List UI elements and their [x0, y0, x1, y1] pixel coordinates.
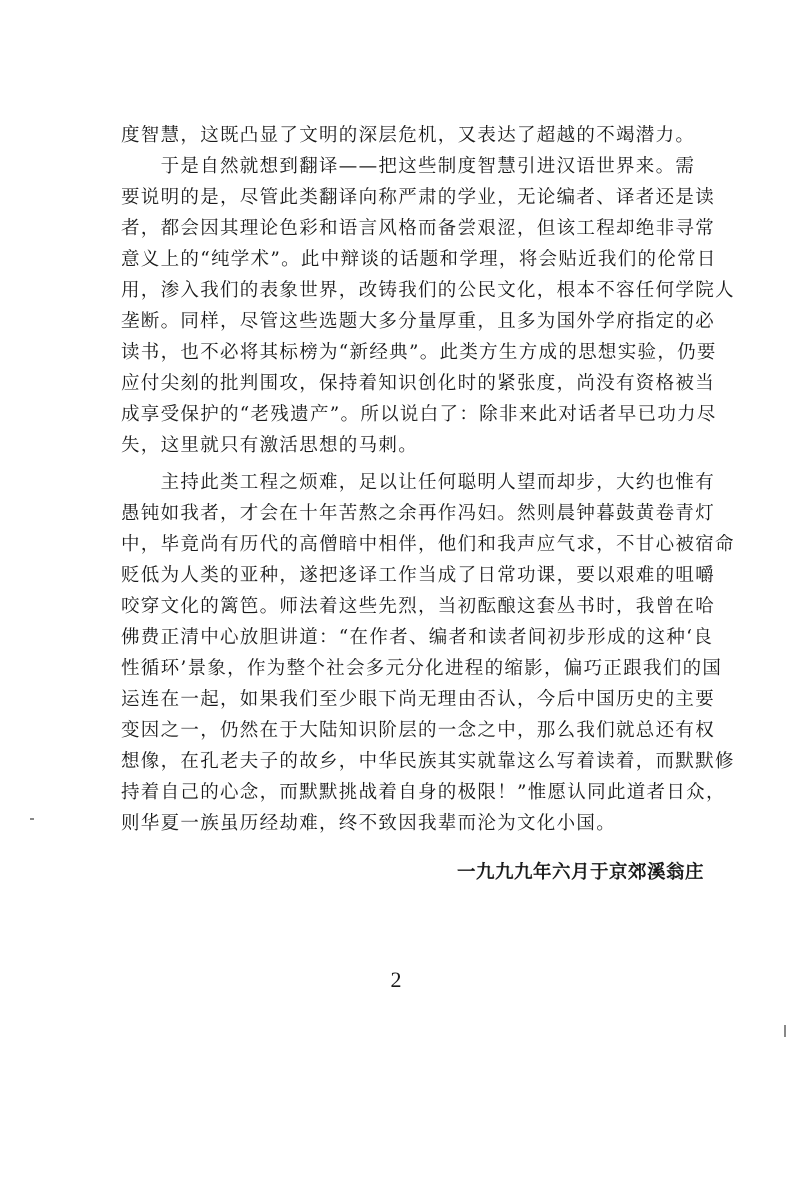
text-line: 变因之一，仍然在于大陆知识阶层的一念之中，那么我们就总还有权 — [121, 720, 716, 741]
text-line: 愚钝如我者，才会在十年苦熬之余再作冯妇。然则晨钟暮鼓黄卷青灯 — [121, 503, 716, 524]
text-line: 度智慧，这既凸显了文明的深层危机，又表达了超越的不竭潜力。 — [121, 125, 696, 146]
text-line: 则华夏一族虽历经劫难，终不致因我辈而沦为文化小国。 — [121, 813, 617, 834]
text-line: 佛费正清中心放胆讲道：“在作者、编者和读者间初步形成的这种‘良 — [121, 627, 714, 648]
text-line: 贬低为人类的亚种，遂把迻译工作当成了日常功课，要以艰难的咀嚼 — [121, 565, 716, 586]
scan-speck — [30, 818, 34, 820]
scan-speck — [784, 1025, 786, 1037]
page-number: 2 — [390, 967, 402, 992]
text-line: 应付尖刻的批判围攻，保持着知识创化时的紧张度，尚没有资格被当 — [121, 373, 716, 394]
text-line: 垄断。同样，尽管这些选题大多分量厚重，且多为国外学府指定的必 — [121, 311, 716, 332]
text-line: 持着自己的心念，而默默挑战着自身的极限！”惟愿认同此道者日众， — [121, 782, 726, 803]
text-line: 想像，在孔老夫子的故乡，中华民族其实就靠这么写着读着，而默默修 — [121, 751, 735, 772]
text-line: 要说明的是，尽管此类翻译向称严肃的学业，无论编者、译者还是读 — [121, 187, 716, 208]
text-line: 主持此类工程之烦难，足以让任何聪明人望而却步，大约也惟有 — [121, 472, 716, 493]
text-line: 运连在一起，如果我们至少眼下尚无理由否认，今后中国历史的主要 — [121, 689, 716, 710]
text-line: 中，毕竟尚有历代的高僧暗中相伴，他们和我声应气求，不甘心被宿命 — [121, 534, 735, 555]
text-line: 者，都会因其理论色彩和语言风格而备尝艰涩，但该工程却绝非寻常 — [121, 218, 716, 239]
text-line: 失，这里就只有激活思想的马刺。 — [121, 435, 419, 456]
text-line: 性循环’景象，作为整个社会多元分化进程的缩影，偏巧正跟我们的国 — [121, 658, 723, 679]
signature-dateline: 一九九九年六月于京郊溪翁庄 — [456, 862, 704, 883]
text-line: 意义上的“纯学术”。此中辩谈的话题和学理，将会贴近我们的伦常日 — [121, 249, 717, 270]
text-line: 于是自然就想到翻译——把这些制度智慧引进汉语世界来。需 — [121, 156, 696, 177]
text-line: 用，渗入我们的表象世界，改铸我们的公民文化，根本不容任何学院人 — [121, 280, 735, 301]
text-line: 咬穿文化的篱笆。师法着这些先烈，当初酝酿这套丛书时，我曾在哈 — [121, 596, 716, 617]
text-line: 读书，也不必将其标榜为“新经典”。此类方生方成的思想实验，仍要 — [121, 342, 717, 363]
text-line: 成享受保护的“老残遗产”。所以说白了：除非来此对话者早已功力尽 — [121, 404, 717, 425]
